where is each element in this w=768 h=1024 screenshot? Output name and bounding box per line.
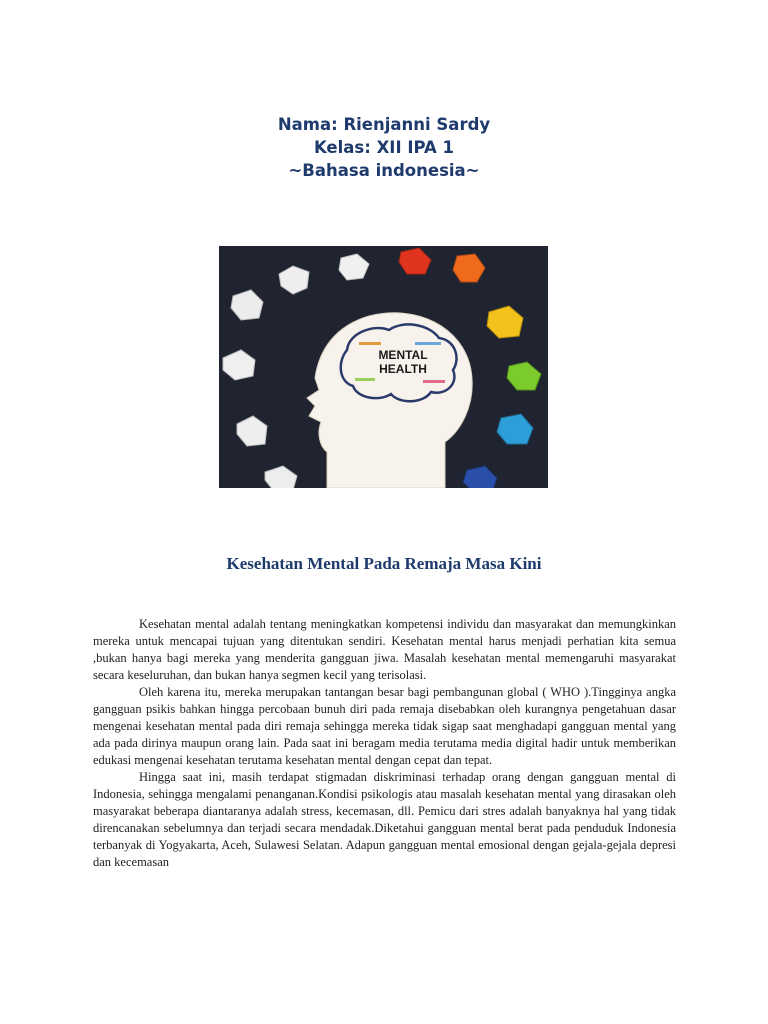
- article-paragraph-3: Hingga saat ini, masih terdapat stigmadan diskriminasi terhadap orang dengan gangguan mental di Indonesia, sehingga mengalami penanganan.Kondisi psikologis atau masalah kesehatan mental yang dirasakan oleh masyarakat beberapa diantaranya adalah stress, kecemasan, dll. Pemicu dari stres adalah banyaknya hal yang tidak direncanakan sebelumnya dan terjadi secara mendadak.Diketahui gangguan mental berat pada penduduk Indonesia terbanyak di Yogyakarta, Aceh, Sulawesi Selatan. Adapun gangguan mental emosional dengan gejala-gejala depresi dan kecemasan: [93, 770, 676, 869]
- brain-word-mark-3: [355, 378, 375, 381]
- article-title: Kesehatan Mental Pada Remaja Masa Kini: [226, 554, 542, 573]
- student-name: Nama: Rienjanni Sardy: [277, 115, 491, 134]
- mental-health-illustration: [219, 246, 548, 488]
- illustration-svg: [219, 246, 548, 488]
- student-class: Kelas: XII IPA 1: [313, 138, 455, 157]
- head-text-mental: MENTAL: [378, 348, 428, 362]
- subject-name: ~Bahasa indonesia~: [288, 161, 480, 180]
- brain-word-mark-1: [359, 342, 381, 345]
- article-paragraph-2: Oleh karena itu, mereka merupakan tantangan besar bagi pembangunan global ( WHO ).Tingginya angka gangguan psikis bahkan hingga percobaan bunuh diri pada remaja disebabkan oleh kurangnya pengetahuan dasar mengenai kesehatan mental pada diri remaja sehingga mereka tidak sigap saat menghadapi gangguan mental yang ada pada dirinya maupun orang lain. Pada saat ini beragam media terutama media digital hadir untuk memberikan edukasi mengenai kesehatan terutama kesehatan mental dengan cepat dan tepat.: [93, 685, 676, 767]
- brain-word-mark-2: [415, 342, 441, 345]
- brain-word-mark-4: [423, 380, 445, 383]
- article-body: [93, 616, 676, 871]
- article-paragraph-1: Kesehatan mental adalah tentang meningkatkan kompetensi individu dan masyarakat dan memungkinkan mereka untuk mencapai tujuan yang ditentukan sendiri. Kesehatan mental harus menjadi perhatian kita semua ,bukan hanya bagi mereka yang menderita gangguan jiwa. Masalah kesehatan mental memengaruhi masyarakat secara keseluruhan, dan bukan hanya segmen kecil yang terisolasi.: [93, 617, 676, 682]
- head-text-health: HEALTH: [379, 362, 427, 376]
- document-header: [0, 113, 768, 182]
